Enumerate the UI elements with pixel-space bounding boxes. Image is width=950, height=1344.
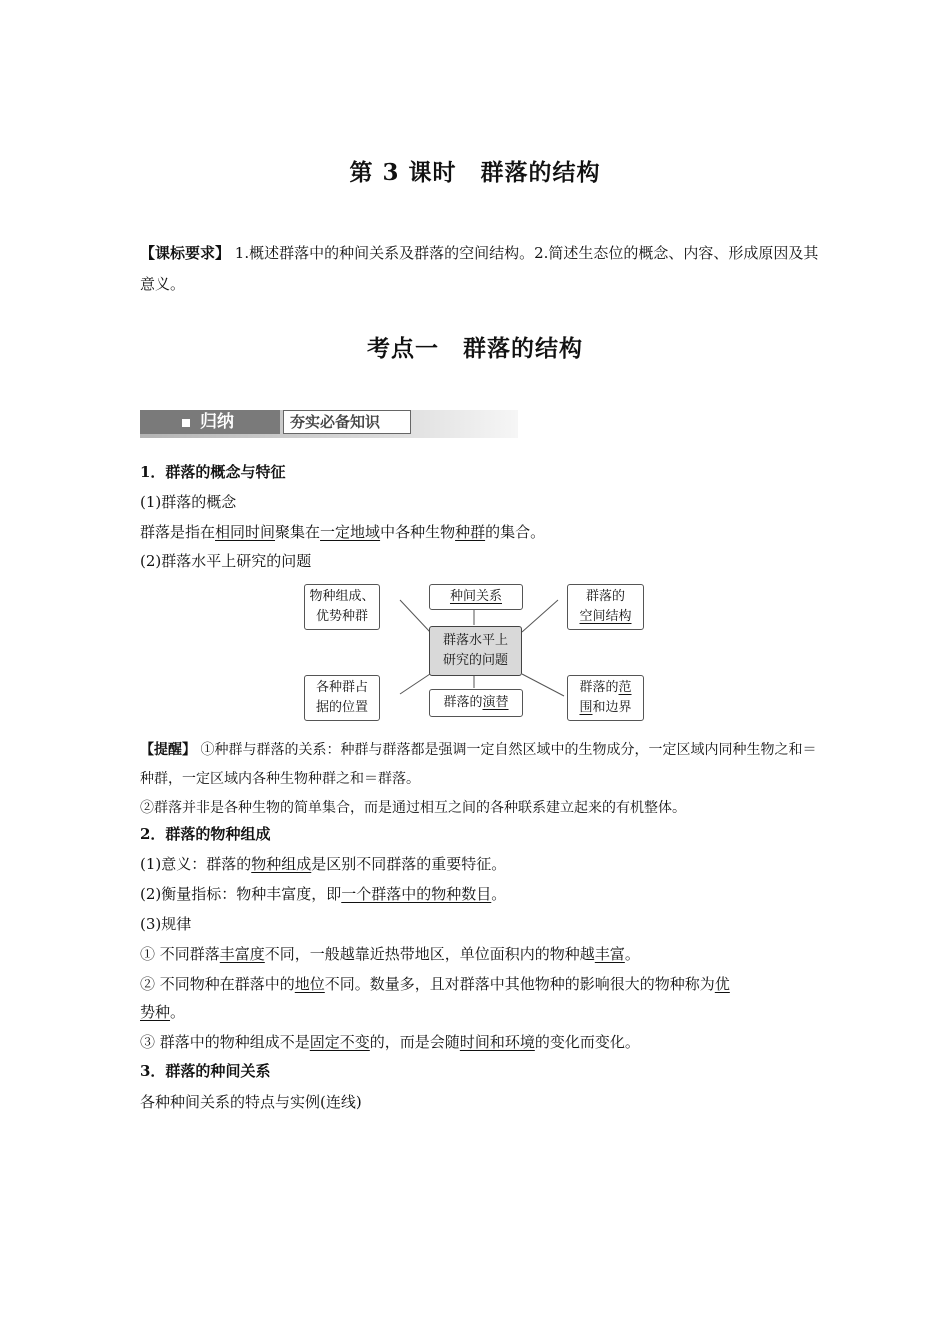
- requirement-text: 1.概述群落中的种间关系及群落的空间结构。2.简述生态位的概念、内容、形成原因及其意义。: [140, 244, 819, 293]
- answer: 物种组成: [251, 855, 312, 873]
- diagram-node-species: [304, 584, 380, 630]
- section-banner: [140, 408, 520, 440]
- text: 。: [491, 885, 507, 903]
- node-line: 各种群占: [315, 680, 368, 695]
- def-text: 群落是指在: [140, 523, 216, 541]
- species-meaning: [140, 854, 506, 874]
- node-line: 围: [579, 700, 593, 715]
- reminder-block: [140, 736, 820, 823]
- node-line: 群落的: [585, 589, 625, 604]
- requirement-label: 【课标要求】: [140, 244, 231, 262]
- diagram-center-node: [429, 626, 522, 676]
- node-line: 物种组成、: [309, 589, 375, 604]
- diagram-node-spatial: [567, 584, 644, 630]
- heading-1: 1．群落的概念与特征: [140, 463, 286, 481]
- def-answer: 种群: [455, 523, 486, 541]
- node-line: 演替: [482, 695, 509, 710]
- node-line: 和边界: [592, 700, 632, 715]
- square-bullet-icon: [182, 419, 190, 427]
- heading-3: 3．群落的种间关系: [140, 1062, 271, 1080]
- subheading-1-2: (2)群落水平上研究的问题: [140, 552, 312, 570]
- answer: 优: [714, 975, 730, 993]
- concept-diagram: [300, 580, 650, 725]
- node-line: 据的位置: [315, 700, 368, 715]
- curriculum-requirement: [140, 238, 820, 300]
- answer: 势种: [140, 1003, 171, 1021]
- text: ① 不同群落: [140, 945, 220, 963]
- species-measure: [140, 884, 506, 904]
- community-definition: [140, 522, 545, 542]
- diagram-node-boundary: [567, 675, 644, 721]
- answer: 地位: [294, 975, 325, 993]
- interspecific-intro: 各种种间关系的特点与实例(连线): [140, 1093, 362, 1111]
- reminder-text-2: ②群落并非是各种生物的简单集合，而是通过相互之间的各种联系建立起来的有机整体。: [140, 800, 686, 816]
- banner-right-label: 夯实必备知识: [290, 413, 381, 431]
- text: 。: [170, 1003, 186, 1021]
- answer: 一个群落中的物种数目: [341, 885, 492, 903]
- text: 不同，一般越靠近热带地区，单位面积内的物种越: [264, 945, 595, 963]
- def-text: 中各种生物: [380, 523, 456, 541]
- page-title: 第 3 课时 群落的结构: [349, 159, 601, 186]
- answer: 丰富度: [219, 945, 265, 963]
- text: 的变化而变化。: [534, 1033, 640, 1051]
- rule-2: [140, 974, 730, 994]
- text: ③ 群落中的物种组成不是: [140, 1033, 310, 1051]
- node-line: 空间结构: [579, 609, 632, 624]
- banner-left-label: 归纳: [200, 412, 234, 432]
- node-line: 研究的问题: [442, 653, 508, 668]
- text: 是区别不同群落的重要特征。: [311, 855, 507, 873]
- node-line: 优势种群: [315, 609, 368, 624]
- diagram-node-succession: [429, 689, 523, 717]
- text: 不同。数量多，且对群落中其他物种的影响很大的物种称为: [324, 975, 715, 993]
- answer: 时间和环境: [459, 1033, 535, 1051]
- reminder-label: 【提醒】: [140, 742, 196, 758]
- node-line: 群落的: [443, 695, 483, 710]
- rule-3: [140, 1032, 640, 1052]
- rule-2-cont: [140, 1002, 185, 1022]
- text: ② 不同物种在群落中的: [140, 975, 295, 993]
- text: 。: [624, 945, 640, 963]
- answer: 丰富: [594, 945, 625, 963]
- text: (2)衡量指标：物种丰富度，即: [140, 885, 342, 903]
- node-line: 群落水平上: [442, 633, 508, 648]
- text: (1)意义：群落的: [140, 855, 252, 873]
- text: 的，而是会随: [369, 1033, 460, 1051]
- diagram-node-position: [304, 675, 380, 721]
- node-line: 种间关系: [449, 589, 502, 604]
- reminder-text-1: ①种群与群落的关系：种群与群落都是强调一定自然区域中的生物成分，一定区域内同种生物之和＝种群，一定区域内各种生物种群之和＝群落。: [140, 742, 817, 787]
- def-answer: 相同时间: [215, 523, 276, 541]
- def-text: 的集合。: [485, 523, 546, 541]
- heading-2: 2．群落的物种组成: [140, 825, 271, 843]
- node-line: 范: [618, 680, 632, 695]
- answer: 固定不变: [309, 1033, 370, 1051]
- node-line: 群落的: [579, 680, 619, 695]
- def-text: 聚集在: [275, 523, 321, 541]
- def-answer: 一定地域: [320, 523, 381, 541]
- subheading-1-1: (1)群落的概念: [140, 493, 237, 511]
- rule-1: [140, 944, 640, 964]
- rules-heading: (3)规律: [140, 915, 192, 933]
- section-title: 考点一 群落的结构: [367, 335, 583, 362]
- diagram-node-interspecific: [429, 584, 523, 610]
